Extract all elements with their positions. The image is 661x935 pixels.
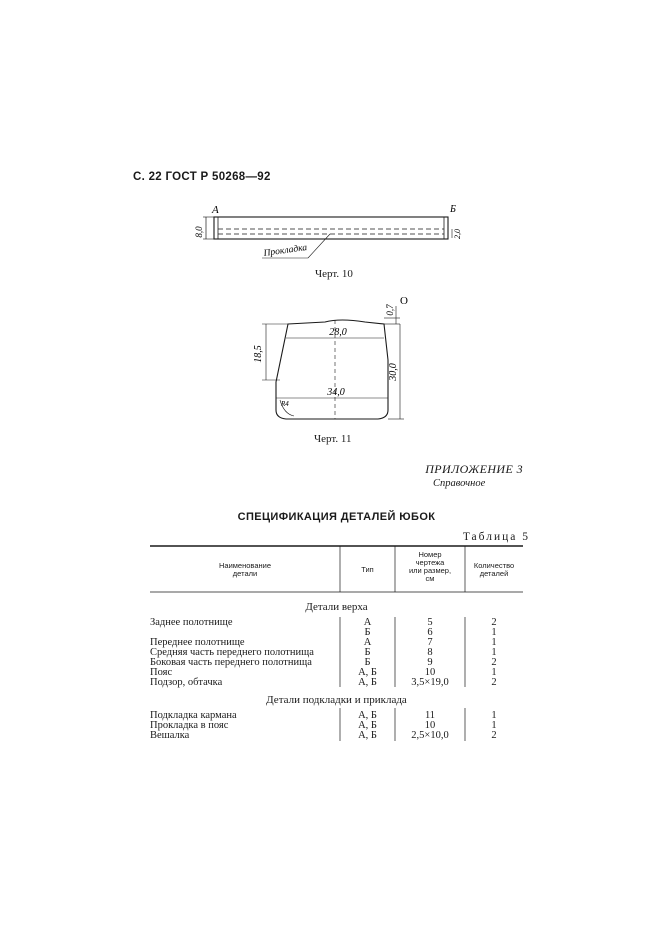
page-header: С. 22 ГОСТ Р 50268—92 — [133, 171, 271, 183]
table-row: Вешалка А, Б 2,5×10,0 2 — [150, 730, 497, 741]
table-row: Подкладка кармана А, Б 11 1 — [150, 710, 497, 721]
table-row: Средняя часть переднего полотнища Б 8 1 — [150, 647, 497, 658]
table-row: Боковая часть переднего полотнища Б 9 2 — [150, 657, 497, 668]
appendix-title: ПРИЛОЖЕНИЕ 3 — [425, 462, 523, 476]
dim-total-height-label: 30,0 — [388, 363, 399, 381]
waistband-outline — [214, 217, 448, 239]
header-drawing: Номер чертежа или размер, см — [408, 550, 452, 583]
drawing-11-caption: Черт. 11 — [314, 433, 352, 445]
spec-title: СПЕЦИФИКАЦИЯ ДЕТАЛЕЙ ЮБОК — [237, 511, 436, 523]
drawing-10-caption: Черт. 10 — [315, 268, 353, 280]
section-title: Детали верха — [305, 601, 368, 613]
appendix-subtitle: Справочное — [433, 478, 486, 489]
table-row: Заднее полотнище А 5 2 — [150, 617, 497, 628]
dim-height-label: 8,0 — [194, 226, 204, 238]
header-type: Тип — [361, 565, 374, 574]
table-row: Пояс А, Б 10 1 — [150, 667, 497, 678]
drawing-11-pocket-lining — [250, 292, 420, 432]
dim-corner-label: R4 — [281, 400, 289, 408]
table-row: Переднее полотнище А 7 1 — [150, 637, 497, 648]
point-a-label: А — [212, 204, 219, 216]
dim-top-width-label: 28,0 — [329, 327, 347, 338]
section-title: Детали подкладки и приклада — [266, 694, 407, 706]
header-qty: Количество деталей — [473, 561, 515, 578]
header-name: Наименование детали — [219, 561, 271, 578]
dim-inner-label: 2,0 — [453, 229, 462, 239]
dim-top-offset-label: 0,7 — [385, 304, 395, 316]
point-b-label: Б — [450, 204, 456, 215]
dim-bottom-width-label: 34,0 — [327, 387, 345, 398]
table-label: Таблица 5 — [462, 531, 530, 543]
table-row: Подзор, обтачка А, Б 3,5×19,0 2 — [150, 677, 497, 688]
marker-label: О — [400, 295, 408, 307]
interlining-label: Прокладка — [263, 242, 308, 259]
table-row: Б 6 1 — [364, 627, 497, 638]
dim-side-height-label: 18,5 — [253, 345, 264, 363]
drawing-10-waistband — [190, 198, 480, 268]
table-row: Прокладка в пояс А, Б 10 1 — [150, 720, 497, 731]
